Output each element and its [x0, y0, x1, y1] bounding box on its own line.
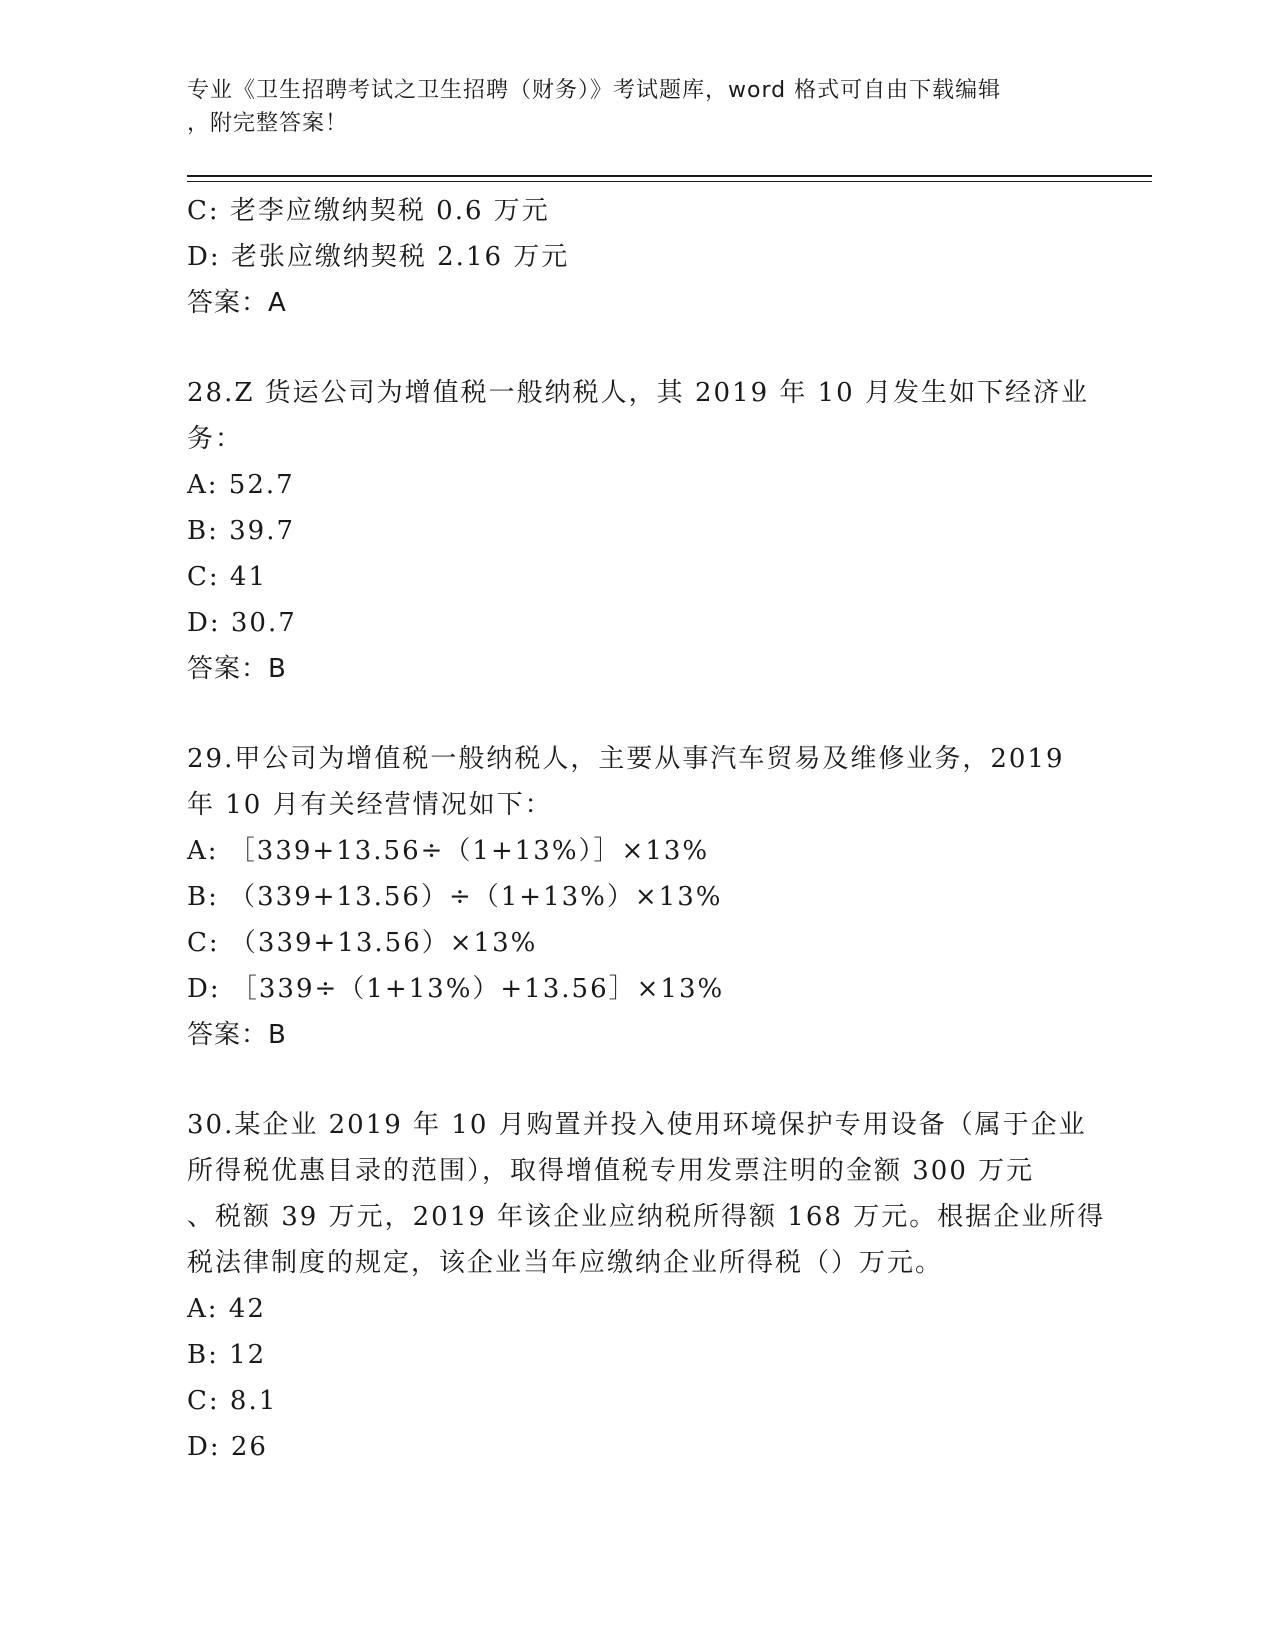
question-stem: 、税额 39 万元，2019 年该企业应纳税所得额 168 万元。根据企业所得: [187, 1202, 1106, 1232]
question-stem: 28.Z 货运公司为增值税一般纳税人，其 2019 年 10 月发生如下经济业: [187, 378, 1089, 408]
answer-label: 答案：A: [187, 288, 287, 318]
option-c: C: 8.1: [187, 1386, 278, 1416]
option-c: C: 老李应缴纳契税 0.6 万元: [187, 196, 550, 226]
question-30: [187, 1102, 1106, 1470]
question-stem: 29.甲公司为增值税一般纳税人，主要从事汽车贸易及维修业务，2019: [187, 744, 1065, 774]
header-line-1: 专业《卫生招聘考试之卫生招聘（财务）》考试题库，word 格式可自由下载编辑: [187, 78, 1002, 103]
question-stem: 所得税优惠目录的范围），取得增值税专用发票注明的金额 300 万元: [187, 1156, 1035, 1186]
spacer: [187, 326, 1087, 370]
question-stem: 税法律制度的规定，该企业当年应缴纳企业所得税（）万元。: [187, 1248, 944, 1278]
option-a: A: ［339+13.56÷（1+13%）］×13%: [187, 836, 710, 866]
option-d: D: 26: [187, 1432, 268, 1462]
prev-question: [187, 188, 1087, 326]
header-divider-thin: [187, 181, 1152, 182]
header-line-2: ，附完整答案！: [187, 111, 349, 136]
option-c: C: 41: [187, 562, 268, 592]
page-header: [187, 74, 1067, 140]
option-b: B: 39.7: [187, 516, 296, 546]
question-stem: 务：: [187, 424, 244, 454]
answer-label: 答案：B: [187, 654, 287, 684]
option-d: D: 30.7: [187, 608, 297, 638]
option-b: B: 12: [187, 1340, 267, 1370]
option-b: B: （339+13.56）÷（1+13%）×13%: [187, 882, 723, 912]
option-a: A: 42: [187, 1294, 266, 1324]
option-a: A: 52.7: [187, 470, 295, 500]
question-29: [187, 736, 1087, 1058]
answer-label: 答案：B: [187, 1020, 287, 1050]
option-d: D: 老张应缴纳契税 2.16 万元: [187, 242, 570, 272]
option-d: D: ［339÷（1+13%）+13.56］×13%: [187, 974, 725, 1004]
spacer: [187, 1058, 1087, 1102]
option-c: C: （339+13.56）×13%: [187, 928, 538, 958]
question-stem: 年 10 月有关经营情况如下：: [187, 790, 553, 820]
question-stem: 30.某企业 2019 年 10 月购置并投入使用环境保护专用设备（属于企业: [187, 1110, 1087, 1140]
header-divider-thick: [187, 175, 1152, 177]
spacer: [187, 692, 1087, 736]
document-body: [187, 188, 1106, 1470]
question-28: [187, 370, 1087, 692]
